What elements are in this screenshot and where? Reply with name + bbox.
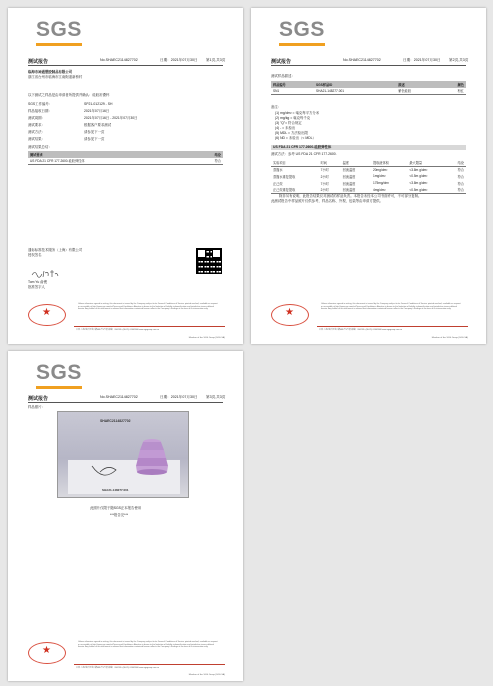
photo-label: 样品照片：	[28, 405, 45, 409]
sgs-seal-icon: ★	[271, 304, 309, 326]
field-row: 测试方法： 请参见下一页	[28, 130, 105, 134]
footnote: 除非另有说明，此报告结果仅对测试的样品负责。本报告未经本公司书面许可，不可部分复制。	[279, 194, 422, 198]
results-header: 结论	[447, 159, 466, 166]
table-row: 蒸馏水重复提取 2小时 回流温度 1mg/dm² <0.5m g/dm² 符合	[273, 174, 464, 179]
field-row: 样品接收日期： 2021年07月16日	[28, 109, 110, 113]
terms-fine-print: Unless otherwise agreed in writing, this document is issued by the Company subject to its General Conditions of Service printed overleaf, available on request or accessible at http://www.sgs.com/en/Terms-and-Conditions. Attention is drawn to the limitation of liability, indemnification and jurisdiction issues defined therein. Any holder of this document is advised that information contained hereon reflects the Company's findings at the time of its intervention only.	[78, 303, 218, 311]
method-reference: 测试方法：参考 US FDA 21 CFR 177.2600.	[271, 152, 337, 156]
sample-table	[271, 81, 466, 95]
table-row: US FDA 21 CFR 177.2600-硅胶弹性体 符合	[30, 159, 221, 164]
results-header: 时间	[319, 159, 341, 166]
table-row: 蒸馏水 7小时 回流温度 20mg/dm² <3.8m g/dm² 符合	[273, 167, 464, 173]
footer-address: 中国·上海·徐汇区宜山路889号3号楼 邮编：200233 t (86-21) 61402666 www.sgsgroup.com.cn	[76, 667, 160, 669]
sample-photo	[57, 411, 189, 498]
page-number: 第3页,共3页	[206, 395, 226, 399]
sgs-member-note: Member of the SGS Group (SGS SA)	[431, 337, 468, 339]
sample-header: SGS样品ID	[314, 81, 396, 88]
sample-intro: 以下测试之样品是由申请者所提供并确认：硅胶折叠杯	[28, 93, 110, 97]
signer-name: Tom Yu 俞俊	[28, 280, 47, 284]
header-divider	[271, 65, 466, 66]
summary-header: 结论	[194, 151, 223, 158]
results-header: 最大限量	[407, 159, 447, 166]
client-address: 浙江省台州市临海市江南街道新桥村	[28, 75, 83, 79]
client-name: 临海市神通塑胶制品有限公司	[28, 70, 73, 74]
note-item: (5) MDL = 方法检出限	[275, 131, 308, 135]
field-row: 测试要求： 根据客户要求测试	[28, 123, 112, 127]
header-divider	[28, 402, 223, 403]
sgs-logo: SGS	[36, 361, 82, 389]
terms-fine-print: Unless otherwise agreed in writing, this document is issued by the Company subject to its General Conditions of Service printed overleaf, available on request or accessible at http://www.sgs.com/en/Terms-and-Conditions. Attention is drawn to the limitation of liability, indemnification and jurisdiction issues defined therein. Any holder of this document is advised that information contained hereon reflects the Company's findings at the time of its intervention only.	[78, 641, 218, 649]
photo-tag-top: SHAEC2114827702	[100, 419, 131, 423]
summary-table	[28, 151, 223, 165]
table-row: 正己烷重复提取 2小时 回流温度 4mg/dm² <0.5m g/dm² 符合	[273, 187, 464, 193]
report-title: 测试报告	[271, 59, 292, 65]
report-number: No.SHAEC2114827702	[343, 58, 381, 62]
report-page-2	[251, 8, 486, 344]
sgs-logo: SGS	[279, 18, 325, 46]
note-item: (1) mg/dm² = 毫克每平方分米	[275, 111, 320, 115]
results-table	[271, 159, 466, 194]
sample-header: 描述	[396, 81, 439, 88]
report-page-1	[8, 8, 243, 344]
footnote: 此测试报告中样品照片仅供参考，样品名称、外观、包装等由申请方提供。	[271, 199, 383, 203]
end-of-report: ***报告完***	[110, 513, 129, 517]
report-number: No.SHAEC2114827702	[100, 395, 138, 399]
report-page-3	[8, 351, 243, 681]
summary-label: 测试结果总结：	[28, 145, 52, 149]
sgs-seal-icon: ★	[28, 304, 66, 326]
report-title: 测试报告	[28, 396, 49, 402]
page-number: 第1页,共3页	[206, 58, 226, 62]
sample-description-label: 测试样品描述：	[271, 74, 295, 78]
results-header: 实验项目	[271, 159, 319, 166]
terms-fine-print: Unless otherwise agreed in writing, this document is issued by the Company subject to its General Conditions of Service printed overleaf, available on request or accessible at http://www.sgs.com/en/Terms-and-Conditions. Attention is drawn to the limitation of liability, indemnification and jurisdiction issues defined therein. Any holder of this document is advised that information contained hereon reflects the Company's findings at the time of its intervention only.	[321, 303, 461, 311]
method-title: US FDA 21 CFR 177.2600-硅胶弹性体	[271, 145, 466, 150]
note-item: (4) - = 未检出	[275, 126, 296, 130]
header-divider	[28, 65, 223, 66]
summary-header: 测试要求	[28, 151, 194, 158]
signature-image	[30, 269, 60, 279]
results-header: 温度	[341, 159, 371, 166]
page-number: 第2页,共3页	[449, 58, 469, 62]
report-date: 日期：2021年07月30日	[160, 58, 198, 62]
photo-caption: 此照片仅限于随SGS正本报告使用	[90, 506, 142, 510]
signer-dept: 授权签名	[28, 253, 42, 257]
signer-org: 通标标准技术服务（上海）有限公司	[28, 248, 83, 252]
report-number: No.SHAEC2114827702	[100, 58, 138, 62]
silicone-cup-image	[134, 436, 170, 476]
sgs-seal-icon: ★	[28, 642, 66, 664]
footer-divider	[74, 664, 225, 665]
sgs-member-note: Member of the SGS Group (SGS SA)	[188, 674, 225, 676]
field-row: 测试周期： 2021年07月16日 - 2021年07月30日	[28, 116, 138, 120]
lanyard-strap-image	[88, 462, 118, 484]
sample-header: 样品编号	[271, 81, 314, 88]
field-row: SGS工作编号： SP21-012129 - SH	[28, 102, 113, 106]
sgs-member-note: Member of the SGS Group (SGS SA)	[188, 337, 225, 339]
field-row: 测试结果： 请参见下一页	[28, 137, 105, 141]
signer-title: 批准签字人	[28, 285, 45, 289]
results-header: 提取液体积	[371, 159, 407, 166]
table-row: SN1 SHA21-148277.001 紫色硅胶 粉红	[273, 88, 464, 94]
qr-code	[196, 248, 222, 274]
photo-tag-bottom: SHA21-148277.001	[102, 488, 129, 492]
report-date: 日期：2021年07月30日	[403, 58, 441, 62]
note-item: (2) mg/kg = 毫克每千克	[275, 116, 311, 120]
notes-label: 备注：	[271, 105, 282, 109]
report-date: 日期：2021年07月30日	[160, 395, 198, 399]
report-title: 测试报告	[28, 59, 49, 65]
footer-divider	[317, 326, 468, 327]
sample-header: 颜色	[439, 81, 466, 88]
footer-address: 中国·上海·徐汇区宜山路889号3号楼 邮编：200233 t (86-21) 61402666 www.sgsgroup.com.cn	[76, 329, 160, 331]
table-row: 正己烷 7小时 回流温度 175mg/dm² <3.8m g/dm² 符合	[273, 181, 464, 186]
note-item: (3) "Q"= 符合规定	[275, 121, 302, 125]
footer-address: 中国·上海·徐汇区宜山路889号3号楼 邮编：200233 t (86-21) 61402666 www.sgsgroup.com.cn	[319, 329, 403, 331]
note-item: (6) ND = 未检出（< MDL）	[275, 136, 316, 140]
footer-divider	[74, 326, 225, 327]
sgs-logo: SGS	[36, 18, 82, 46]
